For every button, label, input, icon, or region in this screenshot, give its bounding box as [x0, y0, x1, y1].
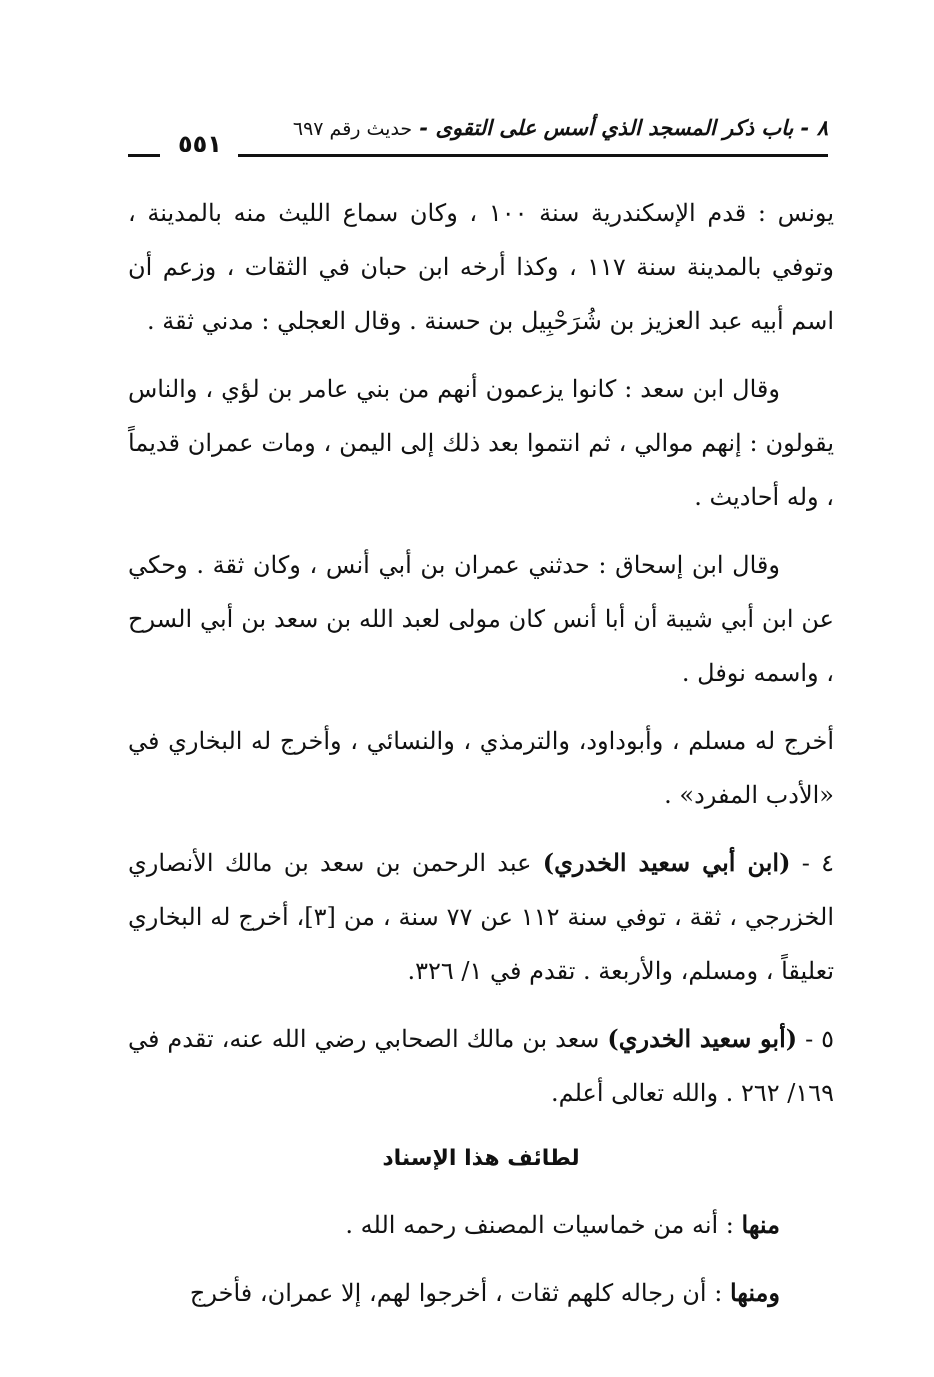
running-title	[293, 116, 828, 140]
page-header	[128, 116, 828, 162]
chapter-title: ٨ - باب ذكر المسجد الذي أسس على التقوى -	[419, 116, 828, 140]
paragraph-ibn-ishaq: وقال ابن إسحاق : حدثني عمران بن أبي أنس ، وكان ثقة . وحكي عن ابن أبي شيبة أن أبا أنس كان مولى لعبد الله بن سعد بن أبي السرح ، واسمه نوفل .	[128, 551, 834, 687]
paragraph-yunus: يونس : قدم الإسكندرية سنة ١٠٠ ، وكان سماع الليث منه بالمدينة ، وتوفي بالمدينة سنة ١١٧ ، وكذا أرخه ابن حبان في الثقات ، وزعم أن اسم أبيه عبد العزيز بن شُرَحْبِيل بن حسنة . وقال العجلي : مدني ثقة .	[128, 199, 834, 335]
narrator-text: عبد الرحمن بن سعد بن مالك الأنصاري الخزرجي ، ثقة ، توفي سنة ١١٢ عن ٧٧ سنة ، من [٣]، أخرج له البخاري تعليقاً ، ومسلم، والأربعة . تقدم في ١/ ٣٢٦.	[128, 849, 835, 985]
main-text	[128, 186, 834, 1334]
paragraph-takhrij: أخرج له مسلم ، وأبوداود، والترمذي ، والنسائي ، وأخرج له البخاري في «الأدب المفرد» .	[128, 727, 834, 809]
item-text: : أن رجاله كلهم ثقات ، أخرجوا لهم، إلا عمران، فأخرج	[189, 1279, 730, 1307]
section-item-2	[128, 1266, 834, 1320]
hadith-number: حديث رقم ٦٩٧	[292, 118, 413, 140]
page-number: ٥٥١	[178, 130, 222, 158]
section-item-1	[128, 1198, 834, 1252]
section-heading: لطائف هذا الإسناد	[382, 1146, 580, 1171]
narrator-name: (ابن أبي سعيد الخدري)	[542, 848, 791, 877]
narrator-number: ٥ -	[797, 1025, 835, 1053]
item-label: ومنها	[729, 1278, 780, 1307]
narrator-number: ٤ -	[790, 849, 834, 877]
narrator-text: سعد بن مالك الصحابي رضي الله عنه، تقدم في ١٦٩/ ٢٦٢ . والله تعالى أعلم.	[128, 1025, 834, 1107]
narrator-entry-4	[128, 836, 834, 998]
page-number-dash	[128, 154, 160, 157]
item-text: : أنه من خماسيات المصنف رحمه الله .	[345, 1211, 742, 1239]
header-rule	[238, 154, 828, 157]
narrator-name: (أبو سعيد الخدري)	[607, 1024, 798, 1053]
paragraph-ibn-saad: وقال ابن سعد : كانوا يزعمون أنهم من بني عامر بن لؤي ، والناس يقولون : إنهم موالي ، ثم انتموا بعد ذلك إلى اليمن ، ومات عمران قديماً ، وله أحاديث .	[128, 375, 834, 511]
item-label: منها	[741, 1210, 780, 1239]
narrator-entry-5	[128, 1012, 834, 1120]
